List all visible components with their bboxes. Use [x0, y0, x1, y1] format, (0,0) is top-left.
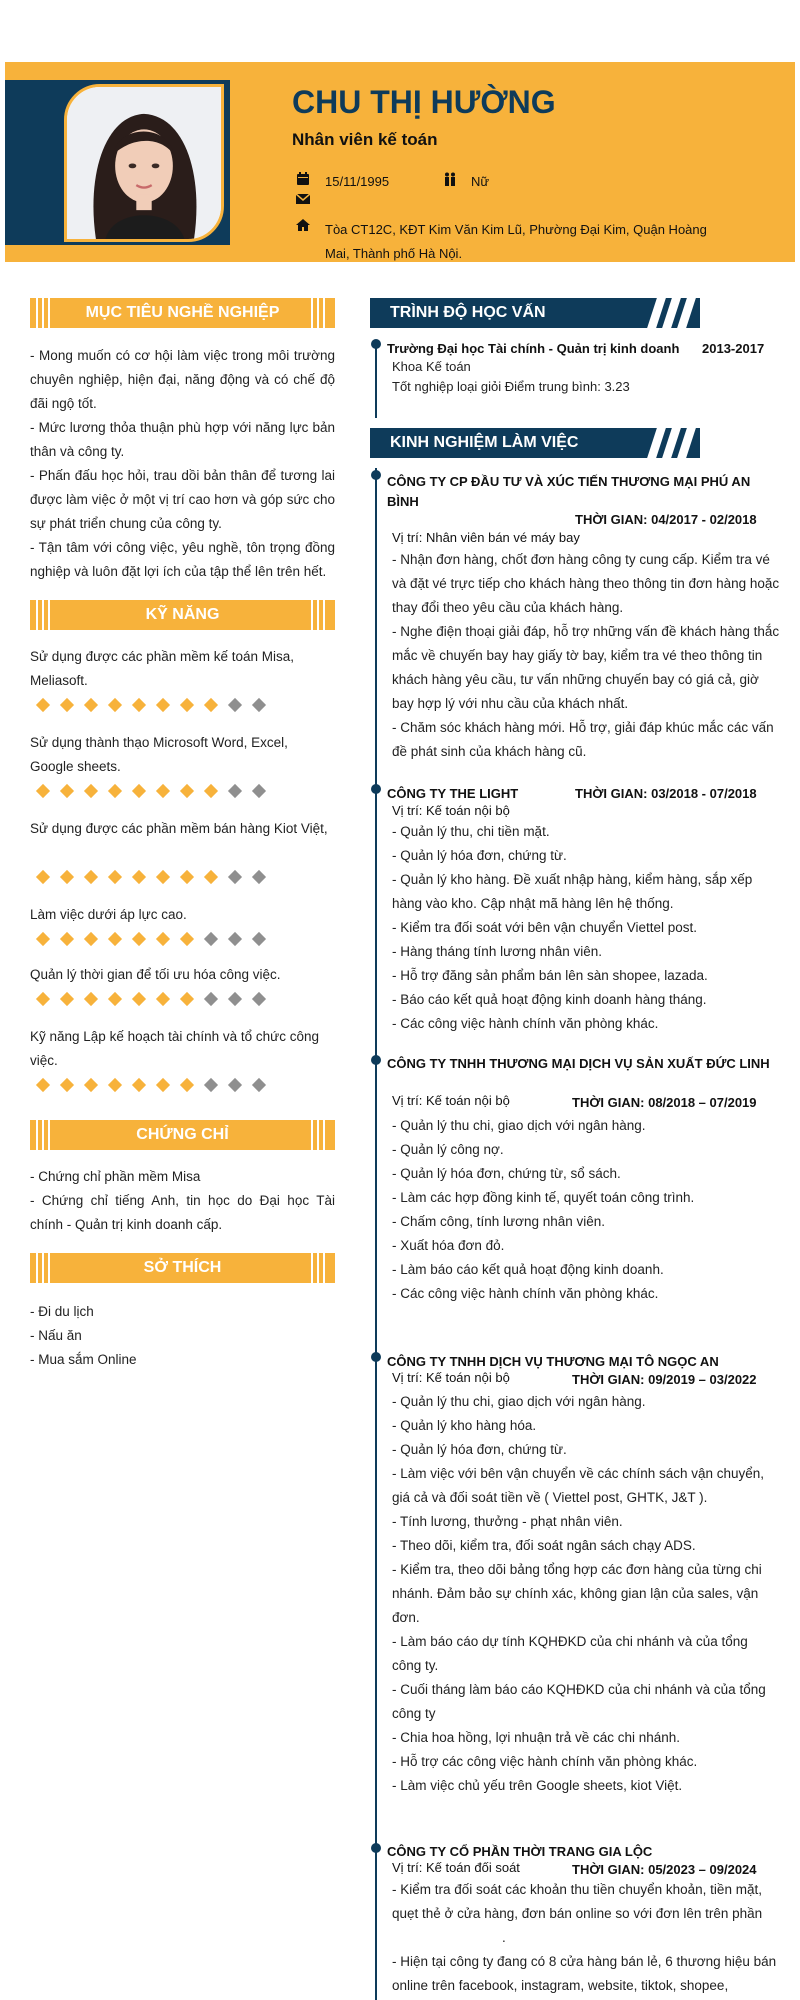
rating-diamond	[180, 698, 194, 712]
certificate-item: - Chứng chỉ tiếng Anh, tin học do Đại học Tài chính - Quản trị kinh doanh cấp.	[30, 1193, 335, 1232]
duty-item: - Hàng tháng tính lương nhân viên.	[392, 944, 603, 959]
rating-diamond	[36, 870, 50, 884]
rating-diamond	[108, 784, 122, 798]
duty-item: - Hiện tại công ty đang có 8 cửa hàng bán lẻ, 6 thương hiệu bán online trên facebook, instagram, website, tiktok, shopee,	[392, 1954, 777, 1993]
skill-rating	[34, 931, 268, 947]
duty-item: - Làm việc với bên vận chuyển về các chính sách vận chuyển, giá cả và đối soát tiền về ( Viettel post, GHTK, J&T ).	[392, 1466, 765, 1505]
skill-label: Làm việc dưới áp lực cao.	[30, 907, 187, 922]
duty-item: .	[502, 1930, 506, 1945]
rating-diamond	[252, 784, 266, 798]
rating-diamond	[180, 1078, 194, 1092]
objective-item: - Mong muốn có cơ hội làm việc trong môi trường chuyên nghiệp, hiện đại, năng động và có chế độ đãi ngộ tốt.	[30, 348, 335, 411]
duty-item: - Quản lý hóa đơn, chứng từ.	[392, 848, 567, 863]
duty-item: - Làm báo cáo kết quả hoạt động kinh doanh.	[392, 1262, 664, 1277]
rating-diamond	[228, 698, 242, 712]
rating-diamond	[252, 698, 266, 712]
rating-diamond	[180, 932, 194, 946]
duty-item: - Nghe điện thoại giải đáp, hỗ trợ những vấn đề khách hàng thắc mắc về chuyến bay hay giấy tờ bay, kiểm tra vé theo thông tin khách hàng yêu cầu, tư vấn những chuyến bay có giá cả, giờ bay hợp lý với nhu cầu của khách nhất.	[392, 624, 780, 711]
job-period: THỜI GIAN: 08/2018 – 07/2019	[572, 1095, 757, 1110]
rating-diamond	[60, 784, 74, 798]
job-role: Vị trí: Nhân viên bán vé máy bay	[392, 530, 580, 545]
rating-diamond	[36, 698, 50, 712]
skill-rating	[34, 783, 268, 799]
rating-diamond	[132, 698, 146, 712]
duty-item: - Chia hoa hồng, lợi nhuận trả về các chi nhánh.	[392, 1730, 681, 1745]
rating-diamond	[36, 784, 50, 798]
duty-item: - Kiểm tra, theo dõi bảng tổng hợp các đơn hàng của từng chi nhánh. Đảm bảo sự chính xác, không gian lận của sales, vận đơn.	[392, 1562, 762, 1625]
skill-label: Sử dụng được các phần mềm bán hàng Kiot Việt,	[30, 821, 328, 836]
job-duties	[392, 820, 780, 1036]
timeline-dot	[371, 784, 381, 794]
objective-heading: MỤC TIÊU NGHỀ NGHIỆP	[30, 298, 335, 328]
timeline-dot	[371, 1352, 381, 1362]
certificates-heading: CHỨNG CHỈ	[30, 1120, 335, 1150]
rating-diamond	[252, 1078, 266, 1092]
rating-diamond	[156, 932, 170, 946]
rating-diamond	[156, 870, 170, 884]
job-role: Vị trí: Kế toán đối soát	[392, 1860, 520, 1875]
hobby-item: - Đi du lịch	[30, 1304, 94, 1319]
duty-item: - Quản lý kho hàng hóa.	[392, 1418, 537, 1433]
address-line-1: Tòa CT12C, KĐT Kim Văn Kim Lũ, Phường Đại Kim, Quận Hoàng	[325, 222, 707, 237]
timeline-dot	[371, 470, 381, 480]
rating-diamond	[228, 932, 242, 946]
skill-label: Quản lý thời gian để tối ưu hóa công việc.	[30, 967, 281, 982]
rating-diamond	[108, 992, 122, 1006]
duty-item: - Làm việc chủ yếu trên Google sheets, kiot Việt.	[392, 1778, 683, 1793]
job-period: THỜI GIAN: 05/2023 – 09/2024	[572, 1862, 757, 1877]
job-duties	[392, 1878, 780, 2000]
rating-diamond	[204, 932, 218, 946]
duty-item: - Nhận đơn hàng, chốt đơn hàng công ty cung cấp. Kiểm tra vé và đặt vé trực tiếp cho khách hàng theo thông tin đơn hàng hoặc thay đổi theo yêu cầu của khách hàng.	[392, 552, 780, 615]
duty-item: - Cuối tháng làm báo cáo KQHĐKD của chi nhánh và của tổng công ty	[392, 1682, 766, 1721]
objective-text	[30, 344, 335, 584]
rating-diamond	[36, 932, 50, 946]
hobbies-heading: SỞ THÍCH	[30, 1253, 335, 1283]
duty-item: - Hỗ trợ các công việc hành chính văn phòng khác.	[392, 1754, 698, 1769]
duty-item: - Kiểm tra đối soát các khoản thu tiền chuyển khoản, tiền mặt, quẹt thẻ ở cửa hàng, đơn bán online so với đơn lên trên phần	[392, 1882, 763, 1921]
certificate-item: - Chứng chỉ phần mềm Misa	[30, 1169, 201, 1184]
rating-diamond	[180, 992, 194, 1006]
job-role: Vị trí: Kế toán nội bộ	[392, 803, 510, 818]
experience-timeline	[375, 468, 377, 2000]
skill-label: Sử dụng được các phần mềm kế toán Misa, Meliasoft.	[30, 649, 295, 688]
rating-diamond	[156, 1078, 170, 1092]
duty-item: - Kiểm tra đối soát với bên vận chuyển Viettel post.	[392, 920, 698, 935]
rating-diamond	[228, 1078, 242, 1092]
rating-diamond	[180, 784, 194, 798]
rating-diamond	[84, 698, 98, 712]
rating-diamond	[132, 992, 146, 1006]
timeline-dot	[371, 1055, 381, 1065]
gender: Nữ	[471, 174, 490, 189]
duty-item: - Quản lý kho hàng. Đề xuất nhập hàng, kiểm hàng, sắp xếp hàng vào kho. Cập nhật mã hàng lên hệ thống.	[392, 872, 753, 911]
duty-item: - Hỗ trợ đăng sản phẩm bán lên sàn shopee, lazada.	[392, 968, 708, 983]
rating-diamond	[132, 1078, 146, 1092]
skill-label: Sử dụng thành thạo Microsoft Word, Excel, Google sheets.	[30, 735, 288, 774]
rating-diamond	[84, 992, 98, 1006]
job-period: THỜI GIAN: 04/2017 - 02/2018	[575, 512, 757, 527]
rating-diamond	[204, 1078, 218, 1092]
hobby-item: - Nấu ăn	[30, 1328, 82, 1343]
rating-diamond	[84, 784, 98, 798]
rating-diamond	[108, 1078, 122, 1092]
job-role: Vị trí: Kế toán nội bộ	[392, 1093, 510, 1108]
rating-diamond	[60, 698, 74, 712]
duty-item: - Quản lý thu, chi tiền mặt.	[392, 824, 550, 839]
rating-diamond	[228, 784, 242, 798]
timeline-dot	[371, 1843, 381, 1853]
rating-diamond	[60, 870, 74, 884]
rating-diamond	[252, 932, 266, 946]
rating-diamond	[204, 992, 218, 1006]
rating-diamond	[204, 784, 218, 798]
hobbies-text	[30, 1300, 335, 1372]
experience-heading: KINH NGHIỆM LÀM VIỆC	[370, 428, 700, 458]
job-company: CÔNG TY CỔ PHẦN THỜI TRANG GIA LỘC	[387, 1844, 653, 1859]
duty-item: - Quản lý hóa đơn, chứng từ, sổ sách.	[392, 1166, 621, 1181]
rating-diamond	[252, 992, 266, 1006]
education-heading: TRÌNH ĐỘ HỌC VẤN	[370, 298, 700, 328]
rating-diamond	[108, 698, 122, 712]
rating-diamond	[132, 784, 146, 798]
duty-item: - Báo cáo kết quả hoạt động kinh doanh hàng tháng.	[392, 992, 707, 1007]
duty-item: - Tính lương, thưởng - phạt nhân viên.	[392, 1514, 623, 1529]
rating-diamond	[228, 870, 242, 884]
job-duties	[392, 548, 780, 764]
duty-item: - Các công việc hành chính văn phòng khác.	[392, 1286, 659, 1301]
timeline-dot	[371, 339, 381, 349]
education-faculty: Khoa Kế toán	[392, 359, 471, 374]
objective-item: - Phấn đấu học hỏi, trau dồi bản thân để tương lai được làm việc ở một vị trí cao hơn và góp sức cho sự phát triển chung của công ty.	[30, 468, 335, 531]
job-duties	[392, 1390, 780, 1798]
portrait-photo	[67, 87, 221, 239]
duty-item: - Theo dõi, kiểm tra, đối soát ngân sách chạy ADS.	[392, 1538, 696, 1553]
duty-item: - Các công việc hành chính văn phòng khác.	[392, 1016, 659, 1031]
rating-diamond	[132, 932, 146, 946]
home-icon	[296, 218, 310, 235]
skill-rating	[34, 697, 268, 713]
skills-heading: KỸ NĂNG	[30, 600, 335, 630]
address-line-2: Mai, Thành phố Hà Nội.	[325, 246, 463, 261]
duty-item: - Quản lý thu chi, giao dịch với ngân hàng.	[392, 1118, 646, 1133]
rating-diamond	[156, 992, 170, 1006]
rating-diamond	[204, 870, 218, 884]
rating-diamond	[156, 784, 170, 798]
duty-item: - Chăm sóc khách hàng mới. Hỗ trợ, giải đáp khúc mắc các vấn đề phát sinh của khách hàng cũ.	[392, 720, 774, 759]
rating-diamond	[132, 870, 146, 884]
envelope-icon	[296, 192, 310, 209]
rating-diamond	[204, 698, 218, 712]
duty-item: - Làm các hợp đồng kinh tế, quyết toán công trình.	[392, 1190, 695, 1205]
rating-diamond	[60, 1078, 74, 1092]
job-duties	[392, 1114, 780, 1306]
education-timeline	[375, 342, 377, 418]
duty-item: - Làm báo cáo dự tính KQHĐKD của chi nhánh và của tổng công ty.	[392, 1634, 748, 1673]
hobby-item: - Mua sắm Online	[30, 1352, 137, 1367]
duty-item: - Xuất hóa đơn đỏ.	[392, 1238, 505, 1253]
education-period: 2013-2017	[702, 341, 765, 356]
candidate-position: Nhân viên kế toán	[292, 130, 438, 149]
rating-diamond	[60, 932, 74, 946]
duty-item: - Quản lý thu chi, giao dịch với ngân hàng.	[392, 1394, 646, 1409]
rating-diamond	[60, 992, 74, 1006]
job-period: THỜI GIAN: 09/2019 – 03/2022	[572, 1372, 757, 1387]
duty-item: - Quản lý hóa đơn, chứng từ.	[392, 1442, 567, 1457]
duty-item: - Quản lý công nợ.	[392, 1142, 504, 1157]
rating-diamond	[108, 870, 122, 884]
rating-diamond	[84, 870, 98, 884]
birthday: 15/11/1995	[325, 174, 390, 189]
rating-diamond	[252, 870, 266, 884]
rating-diamond	[84, 1078, 98, 1092]
skill-rating	[34, 869, 268, 885]
job-company: CÔNG TY TNHH DỊCH VỤ THƯƠNG MẠI TÔ NGỌC AN	[387, 1354, 719, 1369]
job-role: Vị trí: Kế toán nội bộ	[392, 1370, 510, 1385]
rating-diamond	[228, 992, 242, 1006]
job-period: THỜI GIAN: 03/2018 - 07/2018	[575, 786, 757, 801]
rating-diamond	[84, 932, 98, 946]
duty-item: - Chấm công, tính lương nhân viên.	[392, 1214, 606, 1229]
job-company: CÔNG TY TNHH THƯƠNG MẠI DỊCH VỤ SẢN XUẤT ĐỨC LINH	[387, 1056, 770, 1071]
objective-item: - Mức lương thỏa thuận phù hợp với năng lực bản thân và công ty.	[30, 420, 335, 459]
education-school: Trường Đại học Tài chính - Quản trị kinh doanh	[387, 341, 680, 356]
rating-diamond	[36, 992, 50, 1006]
certificates-text	[30, 1165, 335, 1237]
education-result: Tốt nghiệp loại giỏi Điểm trung bình: 3.23	[392, 379, 630, 394]
rating-diamond	[180, 870, 194, 884]
avatar	[64, 84, 224, 242]
rating-diamond	[156, 698, 170, 712]
skill-label: Kỹ năng Lập kế hoạch tài chính và tổ chức công việc.	[30, 1029, 319, 1068]
calendar-icon	[296, 172, 310, 189]
candidate-name: CHU THỊ HƯỜNG	[292, 84, 556, 120]
skill-rating	[34, 991, 268, 1007]
gender-icon	[443, 172, 457, 189]
objective-item: - Tận tâm với công việc, yêu nghề, tôn trọng đồng nghiệp và luôn đặt lợi ích của tập thể lên trên hết.	[30, 540, 335, 579]
job-company: CÔNG TY THE LIGHT	[387, 786, 519, 801]
rating-diamond	[108, 932, 122, 946]
job-company: CÔNG TY CP ĐẦU TƯ VÀ XÚC TIẾN THƯƠNG MẠI PHÚ AN BÌNH	[387, 474, 751, 509]
rating-diamond	[36, 1078, 50, 1092]
skill-rating	[34, 1077, 268, 1093]
